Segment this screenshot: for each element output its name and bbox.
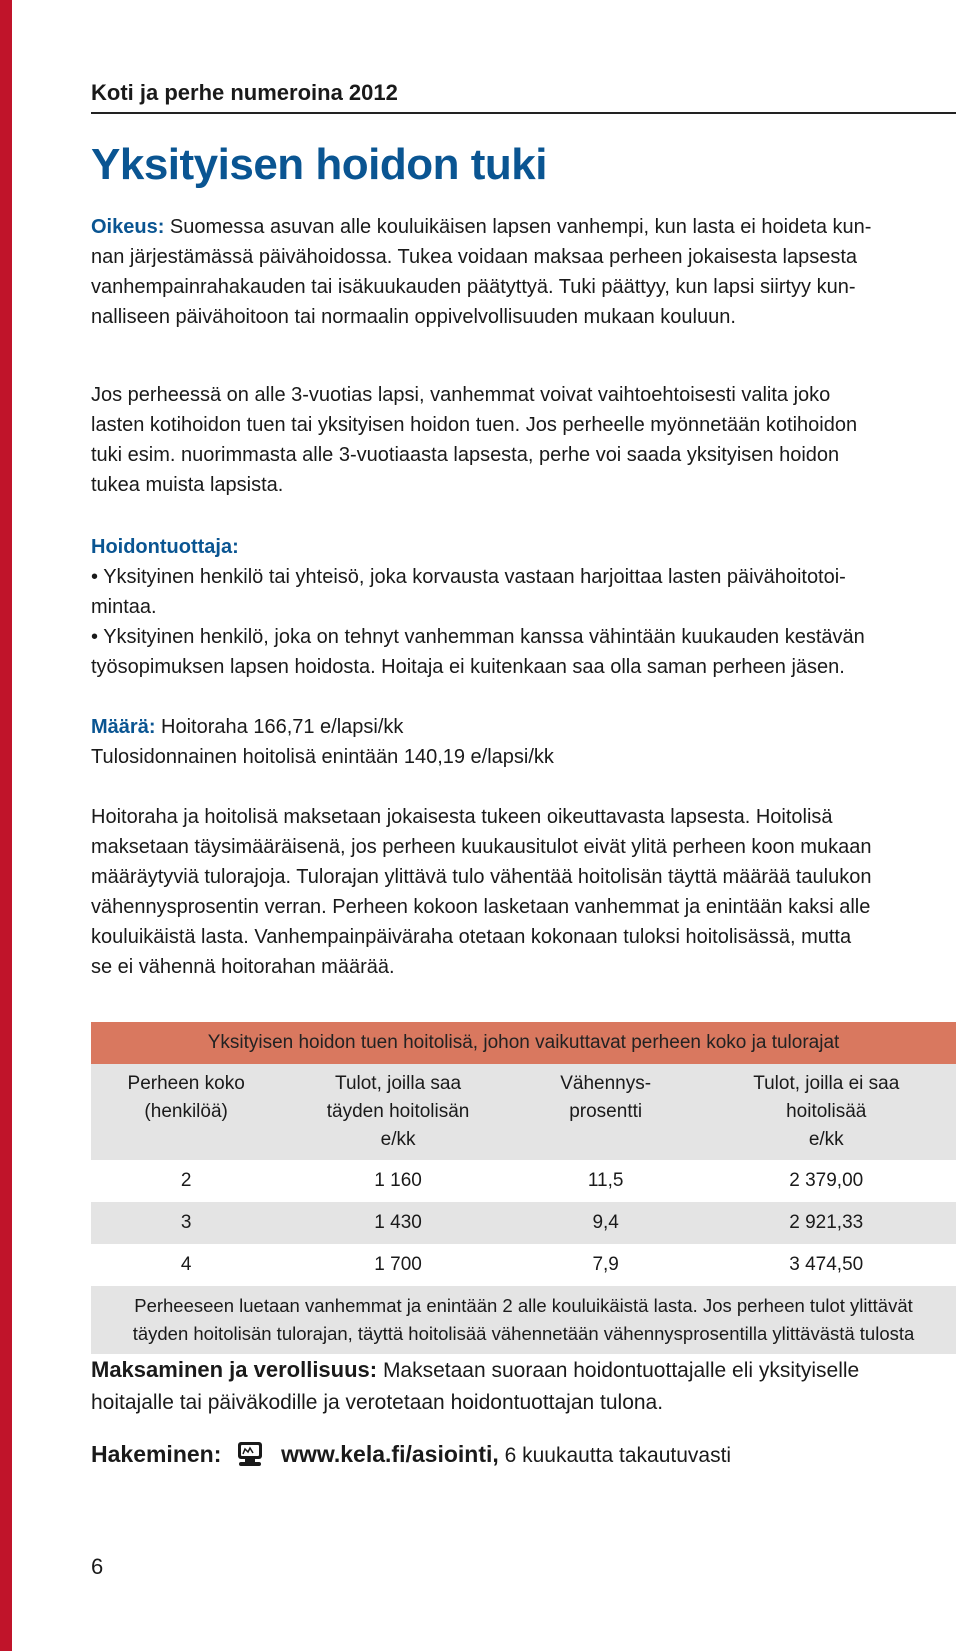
header-line: täyden hoitolisän bbox=[326, 1101, 470, 1122]
table-cell: 7,9 bbox=[592, 1254, 619, 1275]
header-line: Perheen koko bbox=[127, 1073, 245, 1094]
paragraph-line: määräytyviä tulorajoja. Tulorajan ylittävä tulo vähentää hoitolisän täyttä määrää taulukon bbox=[91, 866, 872, 888]
paragraph-line: vähennysprosentin verran. Perheen kokoon lasketaan vanhemmat ja enintään kaksi alle bbox=[91, 896, 871, 918]
table-cell: 4 bbox=[180, 1254, 192, 1275]
side-color-bar bbox=[0, 0, 12, 1651]
table-cell: 2 921,33 bbox=[696, 1202, 956, 1244]
table-cell: 2 379,00 bbox=[789, 1170, 864, 1191]
income-limit-table bbox=[91, 1022, 956, 1354]
table-footnote-row bbox=[91, 1286, 956, 1354]
header-line: Tulot, joilla ei saa bbox=[753, 1073, 900, 1094]
table-header-row bbox=[91, 1064, 956, 1160]
maara-section bbox=[91, 712, 956, 772]
hakeminen-note: 6 kuukautta takautuvasti bbox=[498, 1444, 732, 1467]
table-cell: 1 430 bbox=[281, 1202, 515, 1244]
bullet-line: työsopimuksen lapsen hoidosta. Hoitaja ei kuitenkaan saa olla saman perheen jäsen. bbox=[91, 656, 845, 678]
paragraph-line: tukea muista lapsista. bbox=[91, 474, 284, 496]
paragraph-line: Jos perheessä on alle 3-vuotias lapsi, vanhemmat voivat vaihtoehtoisesti valita joko bbox=[91, 384, 831, 406]
header-line: e/kk bbox=[808, 1129, 844, 1150]
header-line: (henkilöä) bbox=[144, 1101, 228, 1122]
column-header-reduction-percent bbox=[515, 1064, 697, 1160]
page-title: Yksityisen hoidon tuki bbox=[91, 140, 547, 189]
header-line: e/kk bbox=[380, 1129, 416, 1150]
header-line: hoitolisää bbox=[786, 1101, 867, 1122]
table-cell: 1 160 bbox=[374, 1170, 422, 1191]
oikeus-line: Suomessa asuvan alle kouluikäisen lapsen vanhempi, kun lasta ei hoideta kun- bbox=[169, 216, 872, 238]
hakeminen-label: Hakeminen: bbox=[91, 1441, 222, 1467]
column-header-full-income bbox=[281, 1064, 515, 1160]
paragraph-line: se ei vähennä hoitorahan määrää. bbox=[91, 956, 395, 978]
header-line: Vähennys- bbox=[560, 1073, 652, 1094]
table-cell: 1 700 bbox=[374, 1254, 422, 1275]
hoitoraha-amount: Hoitoraha 166,71 e/lapsi/kk bbox=[161, 716, 404, 738]
maksaminen-section bbox=[91, 1354, 956, 1419]
table-cell: 2 bbox=[180, 1170, 192, 1191]
paragraph-line: tuki esim. nuorimmasta alle 3-vuotiaasta lapsesta, perhe voi saada yksityisen hoidon bbox=[91, 444, 840, 466]
oikeus-section bbox=[91, 212, 956, 332]
page-number: 6 bbox=[91, 1554, 104, 1579]
maksaminen-text: Maksetaan suoraan hoidontuottajalle eli yksityiselle bbox=[377, 1359, 860, 1382]
table-row bbox=[91, 1160, 956, 1202]
payment-paragraph bbox=[91, 802, 956, 982]
hoidontuottaja-section bbox=[91, 532, 956, 682]
oikeus-line: vanhempainrahakauden tai isäkuukauden päätyttyä. Tuki päättyy, kun lapsi siirtyy kun- bbox=[91, 276, 856, 298]
hoidontuottaja-label: Hoidontuottaja: bbox=[91, 536, 239, 558]
column-header-family-size bbox=[91, 1064, 281, 1160]
hoitolisa-amount: Tulosidonnainen hoitolisä enintään 140,19 e/lapsi/kk bbox=[91, 746, 554, 768]
bullet-line: • Yksityinen henkilö tai yhteisö, joka korvausta vastaan harjoittaa lasten päivähoitotoi- bbox=[91, 566, 846, 588]
paragraph-line: Hoitoraha ja hoitolisä maksetaan jokaisesta tukeen oikeuttavasta lapsesta. Hoitolisä bbox=[91, 806, 833, 828]
hakeminen-section bbox=[91, 1440, 956, 1474]
maara-label: Määrä: bbox=[91, 716, 156, 738]
table-caption: Yksityisen hoidon tuen hoitolisä, johon vaikuttavat perheen koko ja tulorajat bbox=[91, 1022, 956, 1064]
bullet-line: mintaa. bbox=[91, 596, 157, 618]
table-caption-row bbox=[91, 1022, 956, 1064]
table-footnote bbox=[91, 1286, 956, 1354]
computer-icon bbox=[235, 1440, 265, 1474]
maksaminen-text: hoitajalle tai päiväkodille ja verotetaan hoidontuottajan tulona. bbox=[91, 1391, 664, 1414]
bullet-line: • Yksityinen henkilö, joka on tehnyt vanhemman kanssa vähintään kuukauden kestävän bbox=[91, 626, 865, 648]
table-row bbox=[91, 1202, 956, 1244]
alternative-paragraph bbox=[91, 380, 956, 500]
table-cell: 9,4 bbox=[515, 1202, 697, 1244]
paragraph-line: kouluikäistä lasta. Vanhempainpäiväraha otetaan kokonaan tuloksi hoitolisässä, mutta bbox=[91, 926, 852, 948]
footnote-line: täyden hoitolisän tulorajan, täyttä hoitolisää vähennetään vähennysprosentilla ylittävästä tulosta bbox=[132, 1323, 915, 1344]
oikeus-label: Oikeus: bbox=[91, 216, 165, 238]
table-cell: 3 bbox=[91, 1202, 281, 1244]
paragraph-line: lasten kotihoidon tuen tai yksityisen hoidon tuen. Jos perheelle myönnetään kotihoidon bbox=[91, 414, 858, 436]
column-header-no-supplement-income bbox=[696, 1064, 956, 1160]
table-cell: 3 474,50 bbox=[789, 1254, 864, 1275]
header-line: Tulot, joilla saa bbox=[335, 1073, 462, 1094]
footnote-line: Perheeseen luetaan vanhemmat ja enintään 2 alle kouluikäistä lasta. Jos perheen tulot ylittävät bbox=[134, 1295, 913, 1316]
oikeus-line: nan järjestämässä päivähoidossa. Tukea voidaan maksaa perheen jokaisesta lapsesta bbox=[91, 246, 858, 268]
running-header: Koti ja perhe numeroina 2012 bbox=[91, 80, 956, 114]
table-row bbox=[91, 1244, 956, 1286]
oikeus-line: nalliseen päivähoitoon tai normaalin oppivelvollisuuden mukaan kouluun. bbox=[91, 306, 736, 328]
kela-link[interactable]: www.kela.fi/asiointi, bbox=[281, 1441, 499, 1467]
header-line: prosentti bbox=[569, 1101, 643, 1122]
table-cell: 11,5 bbox=[587, 1170, 624, 1191]
maksaminen-label: Maksaminen ja verollisuus: bbox=[91, 1357, 378, 1382]
paragraph-line: maksetaan täysimääräisenä, jos perheen kuukausitulot eivät ylitä perheen koon mukaan bbox=[91, 836, 872, 858]
